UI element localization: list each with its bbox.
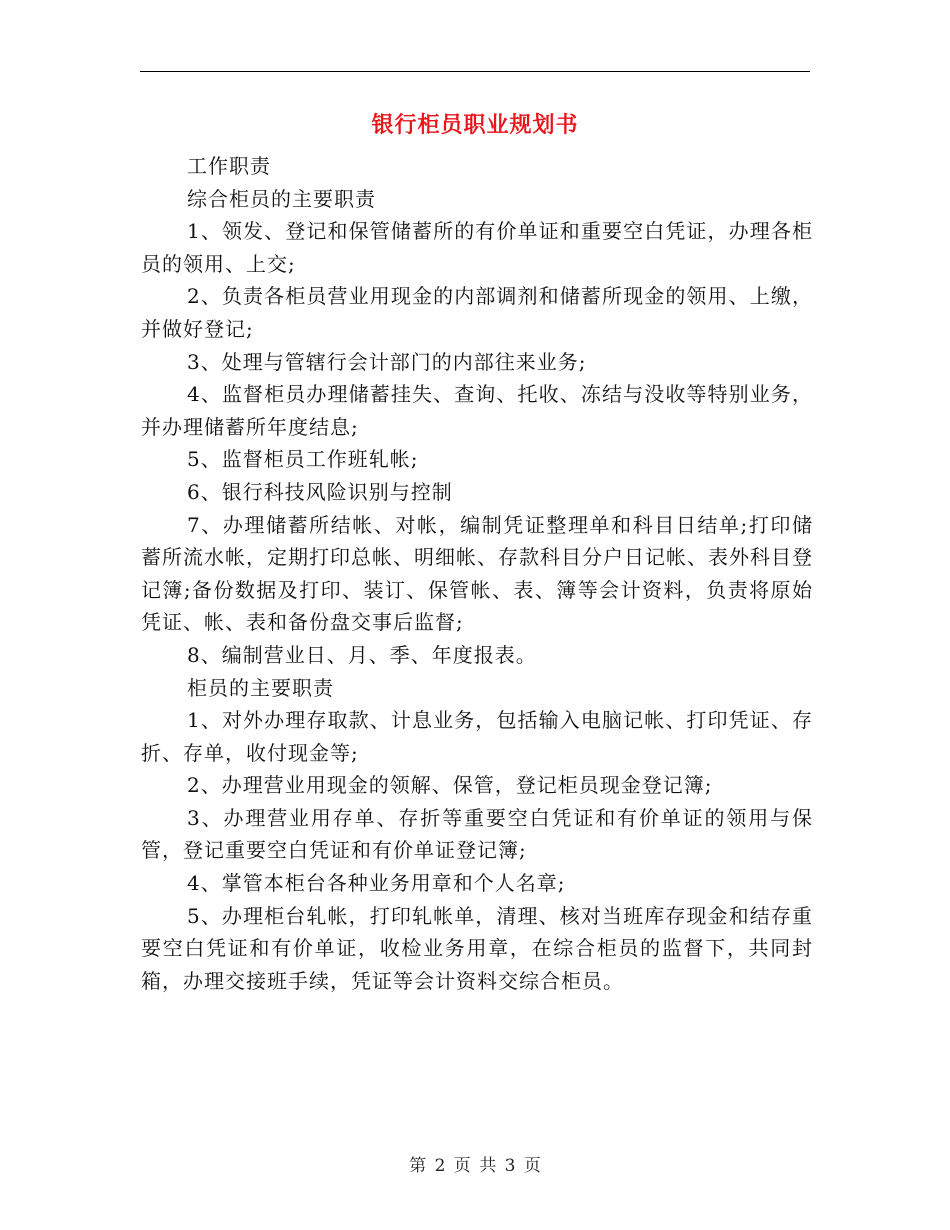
duty-item: 5、办理柜台轧帐，打印轧帐单，清理、核对当班库存现金和结存重要空白凭证和有价单证，收检业务用章，在综合柜员的监督下，共同封箱，办理交接班手续，凭证等会计资料交综合柜员。: [141, 903, 813, 993]
duty-item: 7、办理储蓄所结帐、对帐，编制凭证整理单和科目日结单;打印储蓄所流水帐，定期打印总帐、明细帐、存款科目分户日记帐、表外科目登记簿;备份数据及打印、装订、保管帐、表、簿等会计资料，负责将原始凭证、帐、表和备份盘交事后监督;: [141, 512, 813, 635]
duty-item: 6、银行科技风险识别与控制: [187, 479, 453, 504]
duty-item: 3、处理与管辖行会计部门的内部往来业务;: [187, 349, 587, 374]
document-title: 银行柜员职业规划书: [371, 112, 579, 138]
header-rule: [140, 71, 810, 72]
duty-item: 1、对外办理存取款、计息业务，包括输入电脑记帐、打印凭证、存折、存单，收付现金等;: [141, 708, 813, 765]
duty-item: 8、编制营业日、月、季、年度报表。: [187, 642, 537, 667]
document-body: [141, 150, 813, 997]
section-heading-comprehensive-teller-duties: 综合柜员的主要职责: [187, 186, 376, 211]
duty-item: 1、领发、登记和保管储蓄所的有价单证和重要空白凭证，办理各柜员的领用、上交;: [141, 219, 813, 276]
duty-item: 2、办理营业用现金的领解、保管，登记柜员现金登记簿;: [187, 773, 713, 798]
section-heading-work-duties: 工作职责: [187, 154, 271, 178]
duty-item: 5、监督柜员工作班轧帐;: [187, 447, 419, 472]
duty-item: 4、掌管本柜台各种业务用章和个人名章;: [187, 871, 566, 896]
duty-item: 4、监督柜员办理储蓄挂失、查询、托收、冻结与没收等特别业务，并办理储蓄所年度结息;: [141, 382, 813, 439]
duty-item: 3、办理营业用存单、存折等重要空白凭证和有价单证的领用与保管，登记重要空白凭证和有价单证登记簿;: [141, 805, 813, 863]
section-heading-teller-duties: 柜员的主要职责: [187, 675, 334, 700]
duty-item: 2、负责各柜员营业用现金的内部调剂和储蓄所现金的领用、上缴，并做好登记;: [141, 284, 813, 341]
page-number-footer: 第 2 页 共 3 页: [409, 1156, 541, 1176]
